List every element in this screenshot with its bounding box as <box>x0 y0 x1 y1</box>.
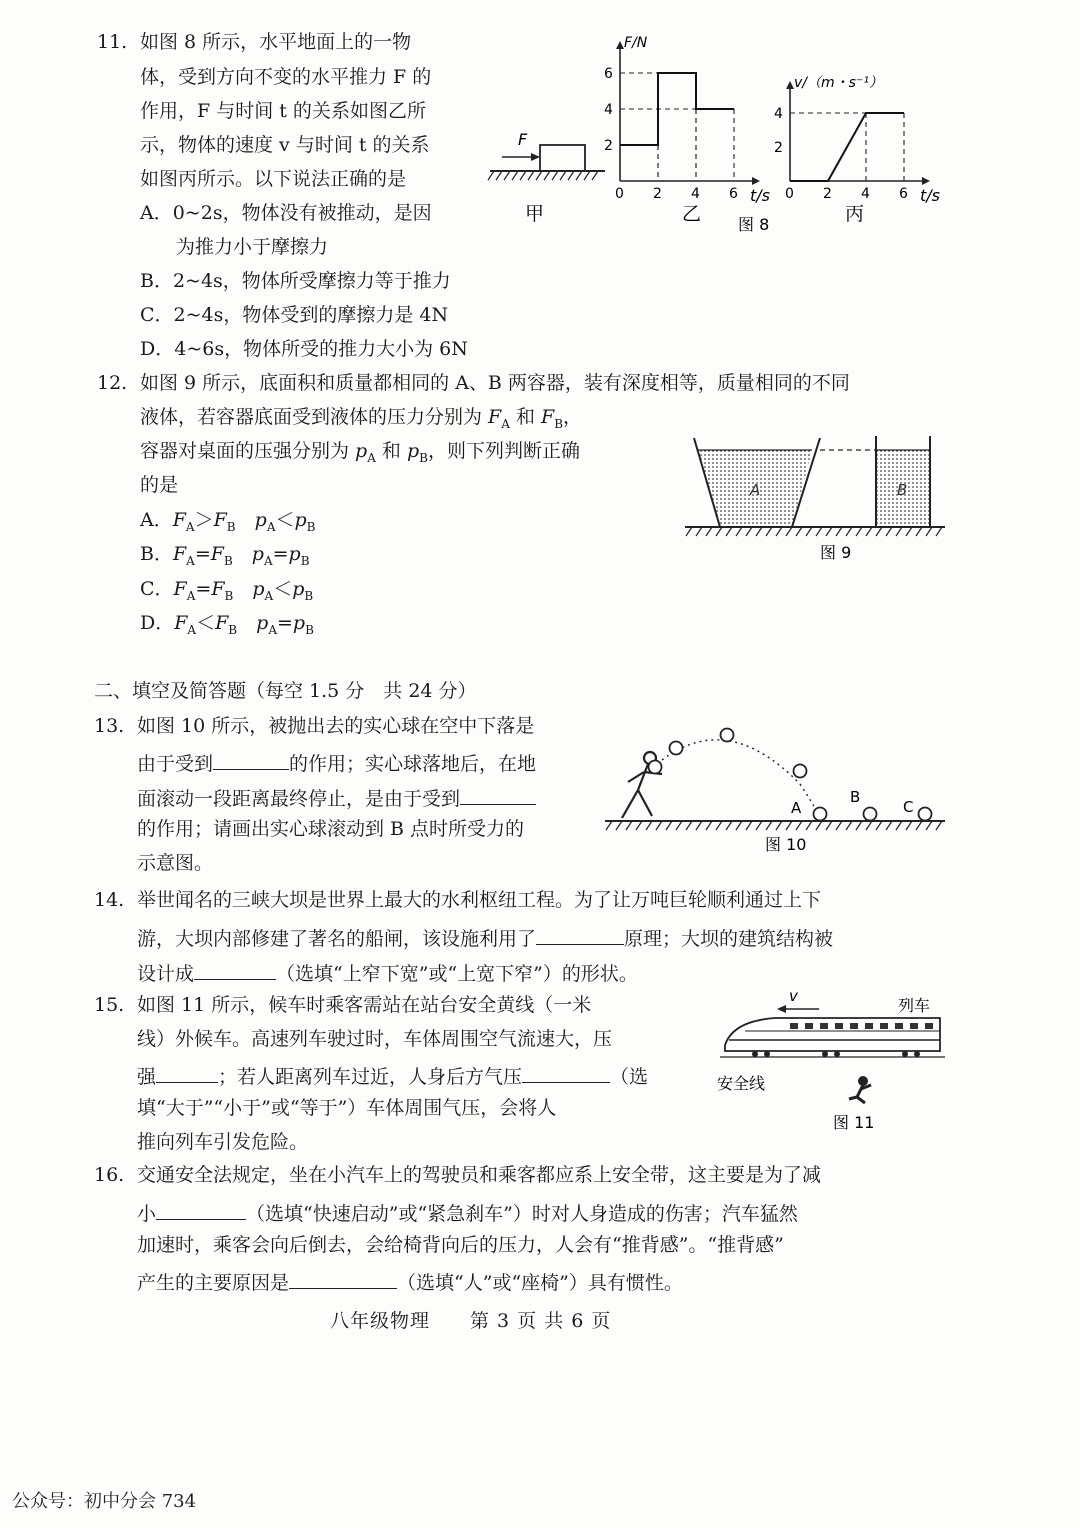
q12-stem-line-2: 液体，若容器底面受到液体的压力分别为 $F_A$ 和 $F_B$， <box>140 406 583 431</box>
q11-option-b: B．2~4s，物体所受摩擦力等于推力 <box>140 270 451 292</box>
q11-stem-line-4: 示，物体的速度 v 与时间 t 的关系 <box>140 134 430 156</box>
q12-option-b: B．$F_A=F_B$ $p_A=p_B$ <box>140 543 310 568</box>
q15-stem-line-1: 如图 11 所示，候车时乘客需站在站台安全黄线（一米 <box>137 994 592 1016</box>
q11-option-c: C．2~4s，物体受到的摩擦力是 4N <box>140 304 449 326</box>
q11-number: 11. <box>97 31 128 53</box>
q13-stem-line-2 <box>137 751 536 774</box>
watermark-text: 公众号：初中分会 734 <box>12 1491 197 1512</box>
q12-stem-line-1: 如图 9 所示，底面积和质量都相同的 A、B 两容器，装有深度相等，质量相同的不同 <box>140 372 850 394</box>
q15-stem-line-3b: ；若人距离列车过近，人身后方气压 <box>218 1066 523 1088</box>
q13-stem-line-5: 示意图。 <box>137 852 214 874</box>
q15-blank-2[interactable] <box>522 1064 610 1083</box>
q16-stem-line-1: 交通安全法规定，坐在小汽车上的驾驶员和乘客都应系上安全带，这主要是为了减 <box>137 1164 822 1186</box>
q12-stem-line-4: 的是 <box>140 474 179 496</box>
q16-stem-line-4 <box>137 1270 683 1293</box>
q14-stem-line-2a: 游，大坝内部修建了著名的船闸，该设施利用了 <box>137 928 537 950</box>
yi-xtick-0: 0 <box>615 186 624 202</box>
q16-stem-line-2 <box>137 1201 798 1224</box>
q14-stem-line-2 <box>137 926 833 949</box>
person-figure <box>849 1078 871 1104</box>
q16-stem-line-3: 加速时，乘客会向后倒去，会给椅背向后的压力，人会有“推背感”。“推背感” <box>137 1234 784 1256</box>
q13-blank-2[interactable] <box>460 786 536 805</box>
page-footer: 八年级物理 第 3 页 共 6 页 <box>330 1310 612 1332</box>
yi-y-arrow <box>616 41 624 49</box>
q14-stem-line-3 <box>137 961 638 984</box>
q14-number: 14. <box>94 889 125 911</box>
point-b-label: B <box>850 788 861 806</box>
fig8-yi-label: 乙 <box>682 203 702 225</box>
q11-option-d: D．4~6s，物体所受的推力大小为 6N <box>140 338 468 360</box>
q15-stem-line-2: 线）外候车。高速列车驶过时，车体周围空气流速大，压 <box>137 1028 613 1050</box>
q15-stem-line-5: 推向列车引发危险。 <box>137 1131 309 1153</box>
bing-ytick-0: 2 <box>774 140 783 156</box>
q15-stem-line-3a: 强 <box>137 1066 157 1088</box>
section-2-title: 二、填空及简答题（每空 1.5 分 共 24 分） <box>94 680 477 702</box>
q13-stem-line-3 <box>137 786 536 809</box>
ball-0 <box>649 761 662 774</box>
q14-stem-line-1: 举世闻名的三峡大坝是世界上最大的水利枢纽工程。为了让万吨巨轮顺利通过上下 <box>137 889 822 911</box>
fig10-caption: 图 10 <box>765 835 807 854</box>
yi-ytick-2: 6 <box>604 66 613 82</box>
q16-stem-line-4a: 产生的主要原因是 <box>137 1272 290 1294</box>
q12-stem-line-3: 容器对桌面的压强分别为 $p_A$ 和 $p_B$，则下列判断正确 <box>140 440 580 465</box>
ball-b <box>864 808 877 821</box>
yi-ytick-0: 2 <box>604 138 613 154</box>
q16-stem-line-4b: （选填“人”或“座椅”）具有惯性。 <box>397 1272 683 1294</box>
q11-stem-line-1: 如图 8 所示，水平地面上的一物 <box>140 31 412 53</box>
figure-9 <box>680 430 950 570</box>
q11-stem-line-3: 作用，F 与时间 t 的关系如图乙所 <box>140 100 426 122</box>
fig8-force-label: F <box>518 130 528 149</box>
ball-3 <box>794 765 807 778</box>
q14-stem-line-3b: （选填“上窄下宽”或“上宽下窄”）的形状。 <box>276 963 638 985</box>
q15-number: 15. <box>94 994 125 1016</box>
yi-ytick-1: 4 <box>604 102 613 118</box>
bing-xtick-2: 4 <box>861 186 870 202</box>
fig9-caption: 图 9 <box>820 543 852 562</box>
q14-stem-line-3a: 设计成 <box>137 963 195 985</box>
ball-c <box>919 808 932 821</box>
q15-stem-line-3c: （选 <box>610 1066 649 1088</box>
yi-xtick-1: 2 <box>653 186 662 202</box>
q13-blank-1[interactable] <box>213 751 289 770</box>
q16-stem-line-2b: （选填“快速启动”或“紧急刹车”）时对人身造成的伤害；汽车猛然 <box>246 1203 798 1225</box>
fig8-bing-chart <box>774 75 940 205</box>
fig8-yi-chart <box>604 35 770 205</box>
q16-blank-2[interactable] <box>289 1270 397 1289</box>
q11-option-a: A．0~2s，物体没有被推动，是因 <box>140 202 432 224</box>
q13-stem-line-1: 如图 10 所示，被抛出去的实心球在空中下落是 <box>137 715 535 737</box>
ball-a <box>814 808 827 821</box>
bing-y-arrow <box>786 81 794 89</box>
safety-line-label: 安全线 <box>717 1074 766 1093</box>
q16-number: 16. <box>94 1164 125 1186</box>
velocity-label: v <box>789 987 798 1005</box>
point-a-label: A <box>791 799 802 817</box>
bing-series-line <box>790 113 904 181</box>
fig8-caption: 图 8 <box>738 215 770 234</box>
point-c-label: C <box>903 798 914 816</box>
yi-xtick-2: 4 <box>691 186 700 202</box>
q11-stem-line-2: 体，受到方向不变的水平推力 F 的 <box>140 66 432 88</box>
bing-xtick-1: 2 <box>823 186 832 202</box>
bing-xlabel: t/s <box>920 186 940 205</box>
q12-option-d: D．$F_A<F_B$ $p_A=p_B$ <box>140 612 314 637</box>
q13-stem-line-4: 的作用；请画出实心球滚动到 B 点时所受力的 <box>137 818 525 840</box>
container-a-label: A <box>750 481 761 499</box>
train-label: 列车 <box>898 996 931 1015</box>
ball-2 <box>721 729 734 742</box>
train-graphic <box>720 1018 945 1057</box>
ball-1 <box>670 742 683 755</box>
q15-stem-line-4: 填“大于”“小于”或“等于”）车体周围气压，会将人 <box>137 1097 557 1119</box>
fig8-jia-label: 甲 <box>525 203 545 225</box>
q16-stem-line-2a: 小 <box>137 1203 157 1225</box>
yi-x-arrow <box>752 177 760 185</box>
q14-blank-2[interactable] <box>194 961 276 980</box>
yi-xlabel: t/s <box>750 186 770 205</box>
bing-xtick-3: 6 <box>899 186 908 202</box>
container-b-label: B <box>897 481 908 499</box>
fig8-bing-label: 丙 <box>845 203 865 225</box>
fig8-jia-diagram <box>488 130 605 180</box>
yi-xtick-3: 6 <box>729 186 738 202</box>
fig11-caption: 图 11 <box>833 1113 875 1132</box>
q16-blank-1[interactable] <box>156 1201 246 1220</box>
q13-stem-line-2b: 的作用；实心球落地后，在地 <box>289 753 537 775</box>
figure-10 <box>600 720 950 860</box>
figure-8 <box>480 20 950 240</box>
q12-option-a: A．$F_A>F_B$ $p_A<p_B$ <box>140 509 316 534</box>
q15-blank-1[interactable] <box>156 1064 218 1083</box>
bing-x-arrow <box>922 177 930 185</box>
q11-option-a-cont: 为推力小于摩擦力 <box>176 236 329 258</box>
bing-xtick-0: 0 <box>785 186 794 202</box>
q13-stem-line-2a: 由于受到 <box>137 753 214 775</box>
figure-11 <box>715 985 955 1135</box>
q14-blank-1[interactable] <box>536 926 624 945</box>
bing-ytick-1: 4 <box>774 106 783 122</box>
yi-ylabel: F/N <box>624 35 648 51</box>
q12-option-c: C．$F_A=F_B$ $p_A<p_B$ <box>140 578 314 603</box>
q11-stem-line-5: 如图丙所示。以下说法正确的是 <box>140 168 407 190</box>
q14-stem-line-2b: 原理；大坝的建筑结构被 <box>624 928 834 950</box>
q15-stem-line-3 <box>137 1064 648 1087</box>
q13-number: 13. <box>94 715 125 737</box>
q12-number: 12. <box>97 372 128 394</box>
q13-stem-line-3a: 面滚动一段距离最终停止，是由于受到 <box>137 788 461 810</box>
bing-ylabel: v/（m・s⁻¹） <box>794 75 883 91</box>
